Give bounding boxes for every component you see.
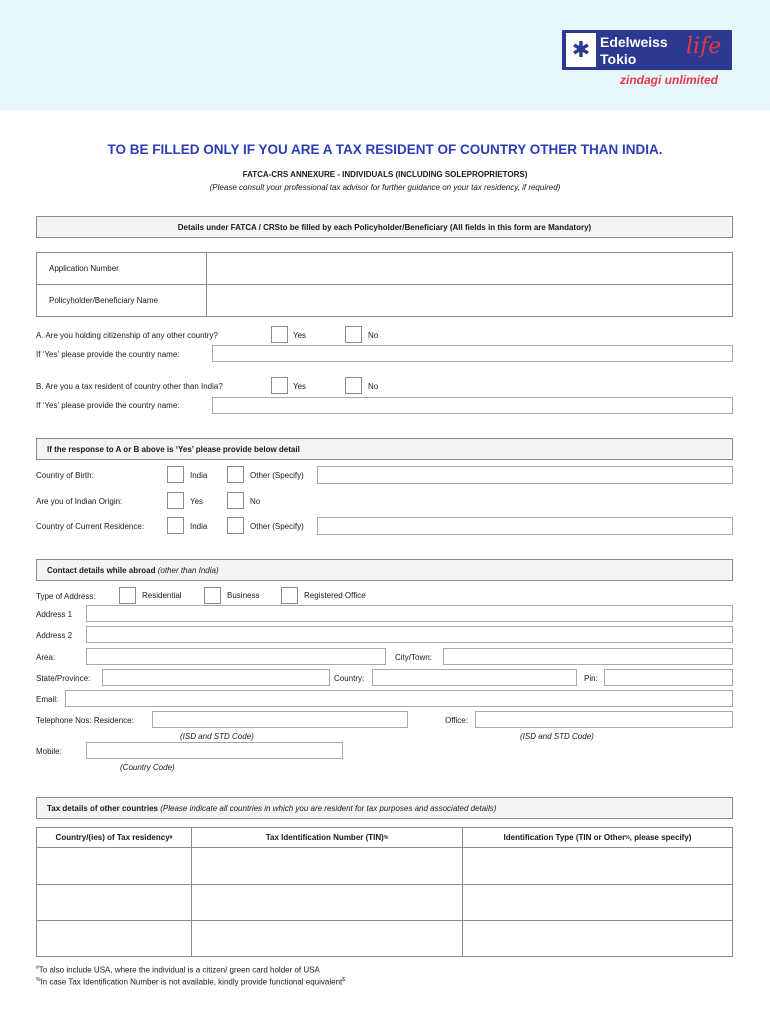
tel-residence-input[interactable] bbox=[152, 711, 408, 728]
residence-india-label: India bbox=[190, 522, 208, 531]
footnote-2-text: In case Tax Identification Number is not available, kindly provide functional equivalent bbox=[40, 977, 343, 987]
section-bar-details-text: Details under FATCA / CRSto be filled by each Policyholder/Beneficiary (All fields in this form are Mandatory) bbox=[177, 222, 592, 232]
section-bar-tax-note: (Please indicate all countries in which you are resident for tax purposes and associated details) bbox=[160, 803, 497, 813]
holder-name-label: Policyholder/Beneficiary Name bbox=[49, 296, 158, 305]
section-bar-contact-text: Contact details while abroad bbox=[47, 565, 156, 575]
footnote-1-text: To also include USA, where the individual is a citizen/ green card holder of USA bbox=[38, 965, 320, 975]
origin-no-label: No bbox=[250, 497, 261, 506]
area-input[interactable] bbox=[86, 648, 386, 665]
address-type-label: Type of Address: bbox=[36, 592, 96, 601]
tax-col-tin-sup: % bbox=[383, 834, 389, 841]
form-subtitle: FATCA-CRS ANNEXURE - INDIVIDUALS (INCLUDING SOLEPROPRIETORS) bbox=[242, 170, 528, 179]
birth-other-checkbox[interactable] bbox=[227, 466, 244, 483]
tax-row2-country-cell[interactable] bbox=[36, 884, 192, 921]
question-a-yes-checkbox[interactable] bbox=[271, 326, 288, 343]
question-a-country-label: If ‘Yes’ please provide the country name: bbox=[36, 350, 180, 359]
birth-india-label: India bbox=[190, 471, 208, 480]
section-bar-contact bbox=[36, 559, 733, 581]
advisory-note: (Please consult your professional tax advisor for further guidance on your tax residency, if required) bbox=[209, 183, 561, 192]
tax-row3-country-cell[interactable] bbox=[36, 920, 192, 957]
tax-col-country-text: Country/(ies) of Tax residency bbox=[55, 833, 170, 842]
city-input[interactable] bbox=[443, 648, 733, 665]
residence-other-label: Other (Specify) bbox=[250, 522, 304, 531]
logo-text-line1: Edelweiss bbox=[600, 34, 668, 50]
section-bar-tax-text: Tax details of other countries bbox=[47, 803, 158, 813]
residence-country-label: Country of Current Residence: bbox=[36, 522, 145, 531]
address-registered-label: Registered Office bbox=[304, 591, 366, 600]
city-label: City/Town: bbox=[395, 653, 432, 662]
area-label: Area: bbox=[36, 653, 56, 662]
email-input[interactable] bbox=[65, 690, 733, 707]
birth-country-label: Country of Birth: bbox=[36, 471, 94, 480]
state-label: State/Province: bbox=[36, 674, 91, 683]
tax-row3-idtype-cell[interactable] bbox=[462, 920, 733, 957]
address-residential-checkbox[interactable] bbox=[119, 587, 136, 604]
origin-yes-checkbox[interactable] bbox=[167, 492, 184, 509]
indian-origin-label: Are you of Indian Origin: bbox=[36, 497, 123, 506]
tel-office-input[interactable] bbox=[475, 711, 733, 728]
section-bar-tax bbox=[36, 797, 733, 819]
address2-label: Address 2 bbox=[36, 631, 73, 640]
app-number-input[interactable] bbox=[206, 252, 733, 285]
tax-row1-country-cell[interactable] bbox=[36, 847, 192, 885]
question-a-country-input[interactable] bbox=[212, 345, 733, 362]
section-bar-response bbox=[36, 438, 733, 460]
tax-row1-tin-cell[interactable] bbox=[191, 847, 463, 885]
question-b-country-input[interactable] bbox=[212, 397, 733, 414]
question-a-yes-label: Yes bbox=[293, 331, 307, 340]
address-business-checkbox[interactable] bbox=[204, 587, 221, 604]
origin-no-checkbox[interactable] bbox=[227, 492, 244, 509]
tax-row3-tin-cell[interactable] bbox=[191, 920, 463, 957]
page-title: TO BE FILLED ONLY IF YOU ARE A TAX RESIDENT OF COUNTRY OTHER THAN INDIA. bbox=[107, 142, 663, 157]
address1-input[interactable] bbox=[86, 605, 733, 622]
question-b-label: B. Are you a tax resident of country other than India? bbox=[36, 382, 223, 391]
tax-col-country-sup: # bbox=[169, 834, 173, 841]
address-business-label: Business bbox=[227, 591, 260, 600]
question-b-yes-label: Yes bbox=[293, 382, 307, 391]
address-registered-checkbox[interactable] bbox=[281, 587, 298, 604]
tax-col-tin-header bbox=[191, 827, 463, 848]
pin-label: Pin: bbox=[584, 674, 598, 683]
birth-other-label: Other (Specify) bbox=[250, 471, 304, 480]
logo-star-icon: ✱ bbox=[566, 33, 596, 67]
tax-col-idtype-text: Identification Type (TIN or Other bbox=[503, 833, 626, 842]
country-input[interactable] bbox=[372, 669, 577, 686]
app-number-label: Application Number bbox=[49, 264, 119, 273]
address2-input[interactable] bbox=[86, 626, 733, 643]
mobile-caption: (Country Code) bbox=[120, 763, 175, 772]
question-b-no-checkbox[interactable] bbox=[345, 377, 362, 394]
mobile-input[interactable] bbox=[86, 742, 343, 759]
footnote-1 bbox=[36, 965, 320, 975]
logo-life-text: life bbox=[686, 34, 722, 59]
tel-residence-caption: (ISD and STD Code) bbox=[180, 732, 254, 741]
tel-office-label: Office: bbox=[445, 716, 468, 725]
tax-row2-idtype-cell[interactable] bbox=[462, 884, 733, 921]
tagline: zindagi unlimited bbox=[620, 73, 718, 87]
footnote-2 bbox=[36, 977, 345, 987]
tax-col-idtype-sup: % bbox=[625, 834, 630, 841]
section-bar-response-text: If the response to A or B above is ‘Yes’ please provide below detail bbox=[47, 444, 300, 454]
residence-india-checkbox[interactable] bbox=[167, 517, 184, 534]
birth-india-checkbox[interactable] bbox=[167, 466, 184, 483]
tax-col-tin-text: Tax Identification Number (TIN) bbox=[265, 833, 384, 842]
tax-col-idtype-header bbox=[462, 827, 733, 848]
question-b-country-label: If ‘Yes’ please provide the country name: bbox=[36, 401, 180, 410]
footnote-2-sup: % bbox=[36, 977, 41, 983]
tel-office-caption: (ISD and STD Code) bbox=[520, 732, 594, 741]
question-a-no-checkbox[interactable] bbox=[345, 326, 362, 343]
residence-other-checkbox[interactable] bbox=[227, 517, 244, 534]
footnote-1-sup: # bbox=[36, 965, 39, 971]
question-a-label: A. Are you holding citizenship of any other country? bbox=[36, 331, 218, 340]
section-bar-contact-note: (other than India) bbox=[157, 565, 219, 575]
question-b-no-label: No bbox=[368, 382, 379, 391]
tax-col-idtype-tail: , please specify) bbox=[629, 833, 692, 842]
address1-label: Address 1 bbox=[36, 610, 73, 619]
origin-yes-label: Yes bbox=[190, 497, 204, 506]
address-residential-label: Residential bbox=[142, 591, 182, 600]
birth-other-input[interactable] bbox=[317, 466, 733, 484]
state-input[interactable] bbox=[102, 669, 330, 686]
footnote-2-end-sup: $ bbox=[342, 977, 346, 983]
question-a-no-label: No bbox=[368, 331, 379, 340]
question-b-yes-checkbox[interactable] bbox=[271, 377, 288, 394]
tax-col-country-header bbox=[36, 827, 192, 848]
section-bar-details bbox=[36, 216, 733, 238]
country-label: Country: bbox=[334, 674, 365, 683]
tax-row1-idtype-cell[interactable] bbox=[462, 847, 733, 885]
residence-other-input[interactable] bbox=[317, 517, 733, 535]
email-label: Email: bbox=[36, 695, 59, 704]
tax-row2-tin-cell[interactable] bbox=[191, 884, 463, 921]
pin-input[interactable] bbox=[604, 669, 733, 686]
tel-residence-label: Telephone Nos: Residence: bbox=[36, 716, 134, 725]
mobile-label: Mobile: bbox=[36, 747, 62, 756]
holder-name-input[interactable] bbox=[206, 284, 733, 317]
logo-text-line2: Tokio bbox=[600, 51, 637, 67]
